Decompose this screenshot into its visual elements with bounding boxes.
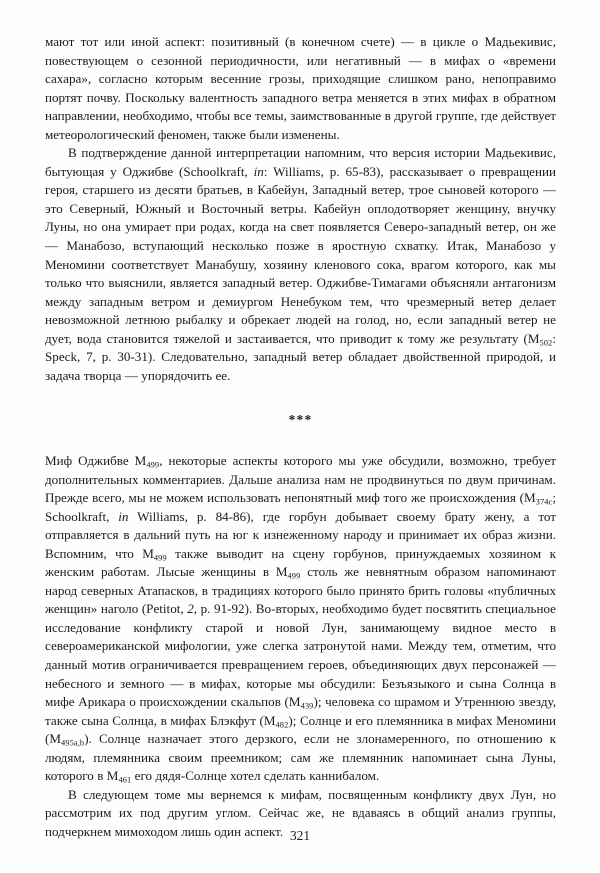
paragraph-3-text-k: его дядя-Солнце хотел сделать каннибалом.: [131, 768, 380, 784]
myth-subscript-482: 482: [275, 720, 289, 729]
paragraph-3: [45, 452, 556, 786]
page-number: 321: [289, 828, 311, 843]
page-body-section-two: [45, 452, 556, 841]
page-body-section-one: [45, 33, 556, 385]
paragraph-2-text-a: В подтверждение данной интерпретации напомним, что версия истории Мадьекивис, бытующая у Оджибве (Schoolkraft,: [45, 145, 556, 179]
paragraph-2-text-b: : Williams, p. 65-83), рассказывает о превращении героя, старшего из десяти братьев, в Кабейун, Западный ветер, трое сыновей которого — это Северный, Южный и Восточный ветры. Кабейун оплодотворяет женщину, внучку Луны, но она умирает при родах, когда на свет появляется Северо-западный ветер, он же — Манабозо, вступающий несколько позже в яростную схватку. Итак, Манабозо у Меномини соответствует Манабушу, хозяину кленового сока, врагом которого, как мы только что выяснили, является западный ветер. Оджибве-Тимагами объясняли антагонизм между западным ветром и демиургом Ненебуком тем, что чрезмерный ветер делает невозможной летнюю рыбалку и обрекает людей на голод, но, если западный ветер не дует, вода становится тяжелой и застаивается, что приводит к тому же результату (M: [45, 163, 556, 346]
paragraph-3-text-f: столь же невнятным образом напоминают народ северных Атапасков, в традициях которого было принято брить головы «публичных женщин» наголо (Petitot,: [45, 564, 556, 617]
citation-in-marker-1: in: [253, 163, 264, 179]
paragraph-3-text-b: , некоторые аспекты которого мы уже обсудили, возможно, требует дополнительных комментариев. Дальше анализа нам не продвинуться по двум причинам. Прежде всего, мы не можем использовать непонятный миф того же происхождения (M: [45, 453, 556, 506]
myth-subscript-499-first: 499: [146, 460, 160, 470]
paragraph-1: [45, 33, 556, 144]
paragraph-3-text-i: ); Солнце и его племянника в мифах Меномини (M: [45, 712, 557, 747]
myth-subscript-374c: 374c: [535, 497, 553, 507]
paragraph-1-text: мают тот или иной аспект: позитивный (в конечном счете) — в цикле о Мадьекивис, повествующем о сезонной периодичности, или негативный — в мифах о «времени сахара», согласно которым весенние грозы, приходящие слишком рано, непоправимо портят почву. Поскольку валентность западного ветра меняется в этих мифах в обратном направлении, необходимо, чтобы все темы, заимствованные в другой группе, где действует метеорологический феномен, также были изменены.: [45, 34, 556, 142]
paragraph-3-text-g: , p. 91-92). Во-вторых, необходимо будет посвятить специальное исследование конфликту старой и новой Лун, занимающему видное место в североамериканской мифологии, уже слегка затронутой нами. Между тем, отметим, что данный мотив ограничивается превращением героев, объединяющих двух персонажей — небесного и земного — в мифах, которые мы обсудили: Безъязыкого и сына Солнца в мифе Арикара о происхождении скальпов (M: [45, 601, 556, 710]
citation-volume-marker: 2: [187, 601, 194, 617]
paragraph-3-text-d: Williams, p. 84-86), где горбун добывает своему брату жену, а тот отправляется в дальний путь на юг к изнеженному народу и принимает их образ жизни. Вспомним, что M: [45, 508, 556, 561]
paragraph-2-text-c: : Speck, 7, p. 30-31). Следовательно, западный ветер обладает двойственной природой, и задача творца — упорядочить ее.: [45, 330, 556, 383]
paragraph-3-text-a: Миф Оджибве M: [45, 453, 147, 468]
paragraph-3-text-j: ). Солнце назначает этого дерзкого, если не злонамеренного, по отношению к людям, племянника своим преемником; сам же племянник напоминает сына Луны, которого в M: [45, 731, 556, 784]
paragraph-4-text: В следующем томе мы вернемся к мифам, посвященным конфликту двух Лун, но рассмотрим их под другим углом. Сейчас же, не вдаваясь в общий анализ группы, подчеркнем мимоходом лишь один аспект.: [45, 786, 556, 839]
section-separator: ***: [288, 412, 313, 427]
myth-subscript-502: 502: [539, 338, 553, 348]
paragraph-3-text-e: также выводит на сцену горбунов, принуждаемых хозяином к женским работам. Лысые женщины в M: [45, 545, 556, 580]
myth-subscript-499-second: 499: [153, 553, 167, 563]
myth-subscript-461: 461: [118, 775, 132, 785]
paragraph-2: [45, 144, 556, 385]
paragraph-3-text-c: ; Schoolkraft,: [45, 490, 556, 524]
citation-in-marker-2: in: [118, 508, 129, 524]
paragraph-3-text-h: ); человека со шрамом и Утреннюю звезду, также сына Солнца, в мифах Блэкфут (M: [45, 694, 556, 728]
myth-subscript-495ab: 495a,b: [61, 738, 85, 748]
myth-subscript-499-third: 499: [287, 571, 301, 581]
myth-subscript-439: 439: [300, 701, 314, 711]
